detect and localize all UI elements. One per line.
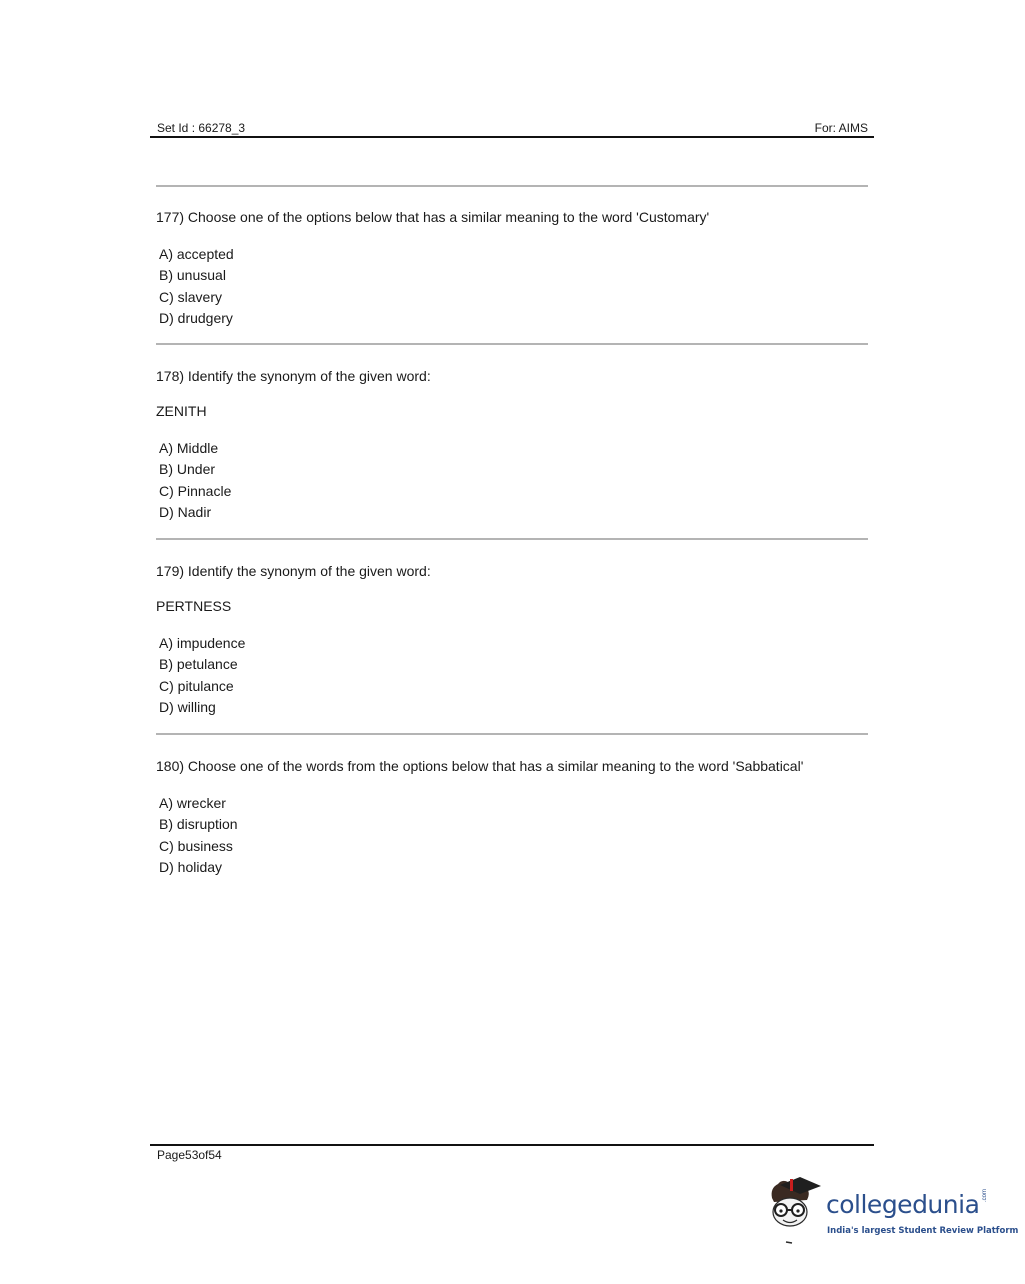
question-179 <box>156 562 868 718</box>
option-c: C) Pinnacle <box>159 482 232 499</box>
option-b: B) unusual <box>159 267 226 284</box>
option-d: D) Nadir <box>159 503 212 520</box>
option-c: C) slavery <box>159 288 223 305</box>
question-divider <box>156 733 868 735</box>
option-d: D) willing <box>159 698 216 715</box>
question-word: PERTNESS <box>156 598 232 614</box>
question-177 <box>156 208 868 329</box>
collegedunia-logo <box>766 1176 1019 1246</box>
option-c: C) business <box>159 837 233 854</box>
page-number: Page53of54 <box>157 1148 222 1162</box>
option-b: B) disruption <box>159 816 238 833</box>
option-d: D) holiday <box>159 858 223 875</box>
question-word: ZENITH <box>156 403 207 419</box>
exam-name: For: AIMS <box>814 121 868 135</box>
option-list <box>159 633 868 718</box>
question-text: 177) Choose one of the options below that has a similar meaning to the word 'Customary' <box>156 209 710 225</box>
question-divider <box>156 343 868 345</box>
question-text: 180) Choose one of the words from the options below that has a similar meaning to the word 'Sabbatical' <box>156 758 804 774</box>
option-a: A) impudence <box>159 635 246 651</box>
set-id: Set Id : 66278_3 <box>157 121 246 135</box>
brand-name: collegedunia <box>826 1190 980 1219</box>
question-text: 178) Identify the synonym of the given word: <box>156 368 431 384</box>
page-footer <box>150 1144 874 1162</box>
option-c: C) pitulance <box>159 677 234 694</box>
option-list <box>159 438 868 523</box>
page-header <box>150 120 874 138</box>
option-a: A) wrecker <box>159 795 226 811</box>
option-list <box>159 793 868 878</box>
question-178 <box>156 367 868 523</box>
option-a: A) Middle <box>159 440 219 456</box>
option-d: D) drudgery <box>159 309 233 326</box>
mascot-logo-icon <box>766 1176 826 1246</box>
option-list <box>159 244 868 329</box>
question-divider <box>156 538 868 540</box>
question-180 <box>156 757 868 878</box>
option-a: A) accepted <box>159 246 234 262</box>
option-b: B) petulance <box>159 656 238 673</box>
option-b: B) Under <box>159 461 216 478</box>
brand-suffix: .com <box>982 1188 988 1202</box>
brand-tagline: India's largest Student Review Platform <box>827 1226 1019 1236</box>
question-text: 179) Identify the synonym of the given word: <box>156 563 431 579</box>
question-divider <box>156 185 868 187</box>
